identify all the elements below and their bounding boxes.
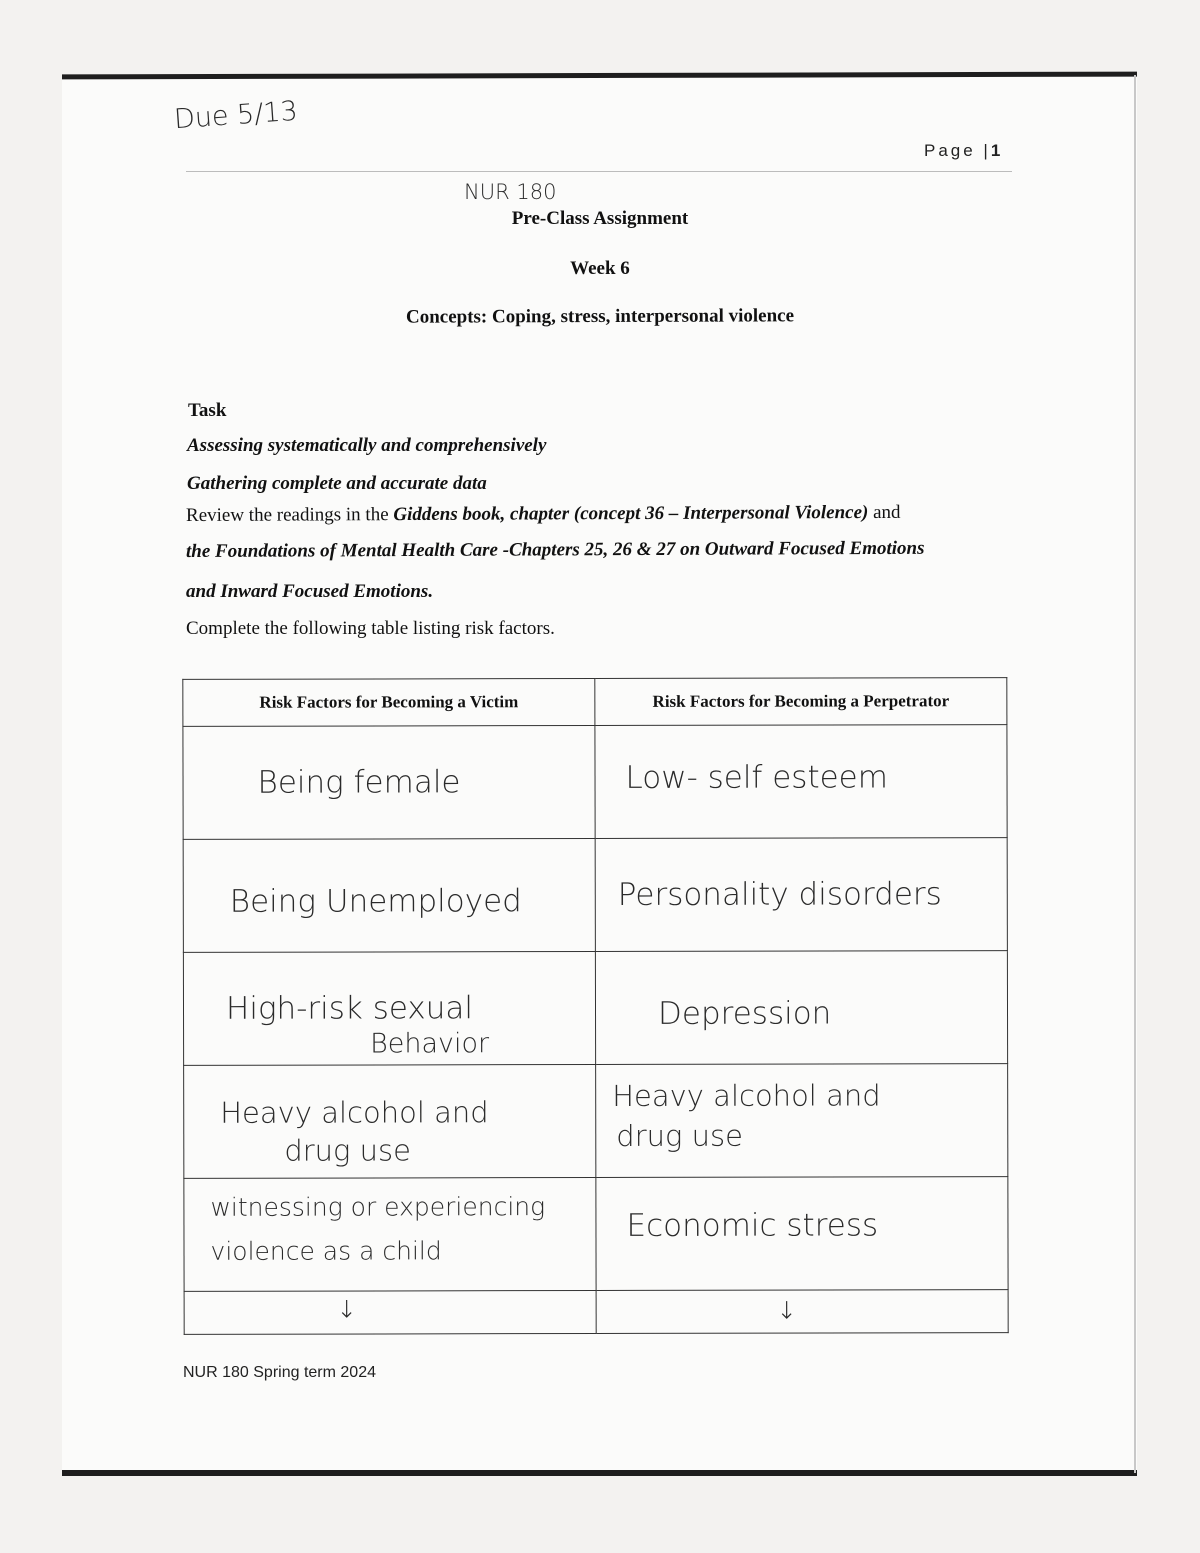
victim-cell-4 [184,1065,595,1178]
review-line-1: Review the readings in the Giddens book, chapter (concept 36 – Interpersonal Violence) and [185,501,901,526]
perpetrator-factor-4a: Heavy alcohol and [612,1078,881,1113]
perpetrator-cell-5 [596,1177,1007,1290]
paper-right-edge [1134,75,1136,1473]
victim-cell-2 [184,839,595,952]
victim-factor-5b: violence as a child [210,1236,442,1266]
perpetrator-continue-arrow: ↓ [776,1296,797,1325]
victim-factor-4b: drug use [284,1133,412,1168]
victim-column-header: Risk Factors for Becoming a Victim [183,679,595,727]
victim-cell-3 [184,952,595,1065]
perpetrator-factor-2: Personality disorders [617,876,942,913]
perpetrator-factor-1: Low- self esteem [625,759,888,796]
task-line-2: Gathering complete and accurate data [187,473,487,494]
perpetrator-cell-1 [595,725,1006,838]
paper-bottom-edge [62,1470,1137,1476]
perpetrator-cell-6 [597,1290,1008,1333]
page-number: Page |1 [924,141,1001,160]
course-note: NUR 180 [464,180,557,204]
review-line-3: and Inward Focused Emotions. [186,581,434,602]
task-line-1: Assessing systematically and comprehensively [187,435,547,456]
footer-text: NUR 180 Spring term 2024 [183,1364,376,1381]
victim-factor-3b: Behavior [370,1028,490,1060]
perpetrator-factor-5: Economic stress [626,1207,879,1244]
due-date-note: Due 5/13 [173,95,299,136]
victim-factor-1: Being female [257,764,461,801]
victim-factor-5a: witnessing or experiencing [210,1192,546,1222]
perpetrator-column-header: Risk Factors for Becoming a Perpetrator [595,678,1007,726]
task-heading: Task [188,400,227,421]
victim-cell-6 [185,1291,596,1334]
concepts-heading: Concepts: Coping, stress, interpersonal violence [405,305,795,328]
perpetrator-cell-2 [596,838,1007,951]
victim-factor-2: Being Unemployed [229,883,522,920]
perpetrator-cell-3 [596,951,1007,1064]
perpetrator-factor-3: Depression [657,995,832,1032]
victim-continue-arrow: ↓ [336,1295,357,1324]
victim-factor-4a: Heavy alcohol and [220,1095,489,1130]
document-title: Pre-Class Assignment [511,208,689,229]
review-line-2: the Foundations of Mental Health Care -Chapters 25, 26 & 27 on Outward Focused Emotions [185,537,925,562]
week-label: Week 6 [570,258,630,279]
header-rule [186,171,1012,172]
perpetrator-factor-4b: drug use [616,1118,743,1153]
victim-cell-5 [184,1178,595,1291]
instruction-text: Complete the following table listing risk factors. [186,618,555,639]
victim-factor-3a: High-risk sexual [225,990,474,1027]
risk-factors-table [182,677,1008,1335]
perpetrator-cell-4 [596,1064,1007,1177]
victim-cell-1 [183,726,594,839]
